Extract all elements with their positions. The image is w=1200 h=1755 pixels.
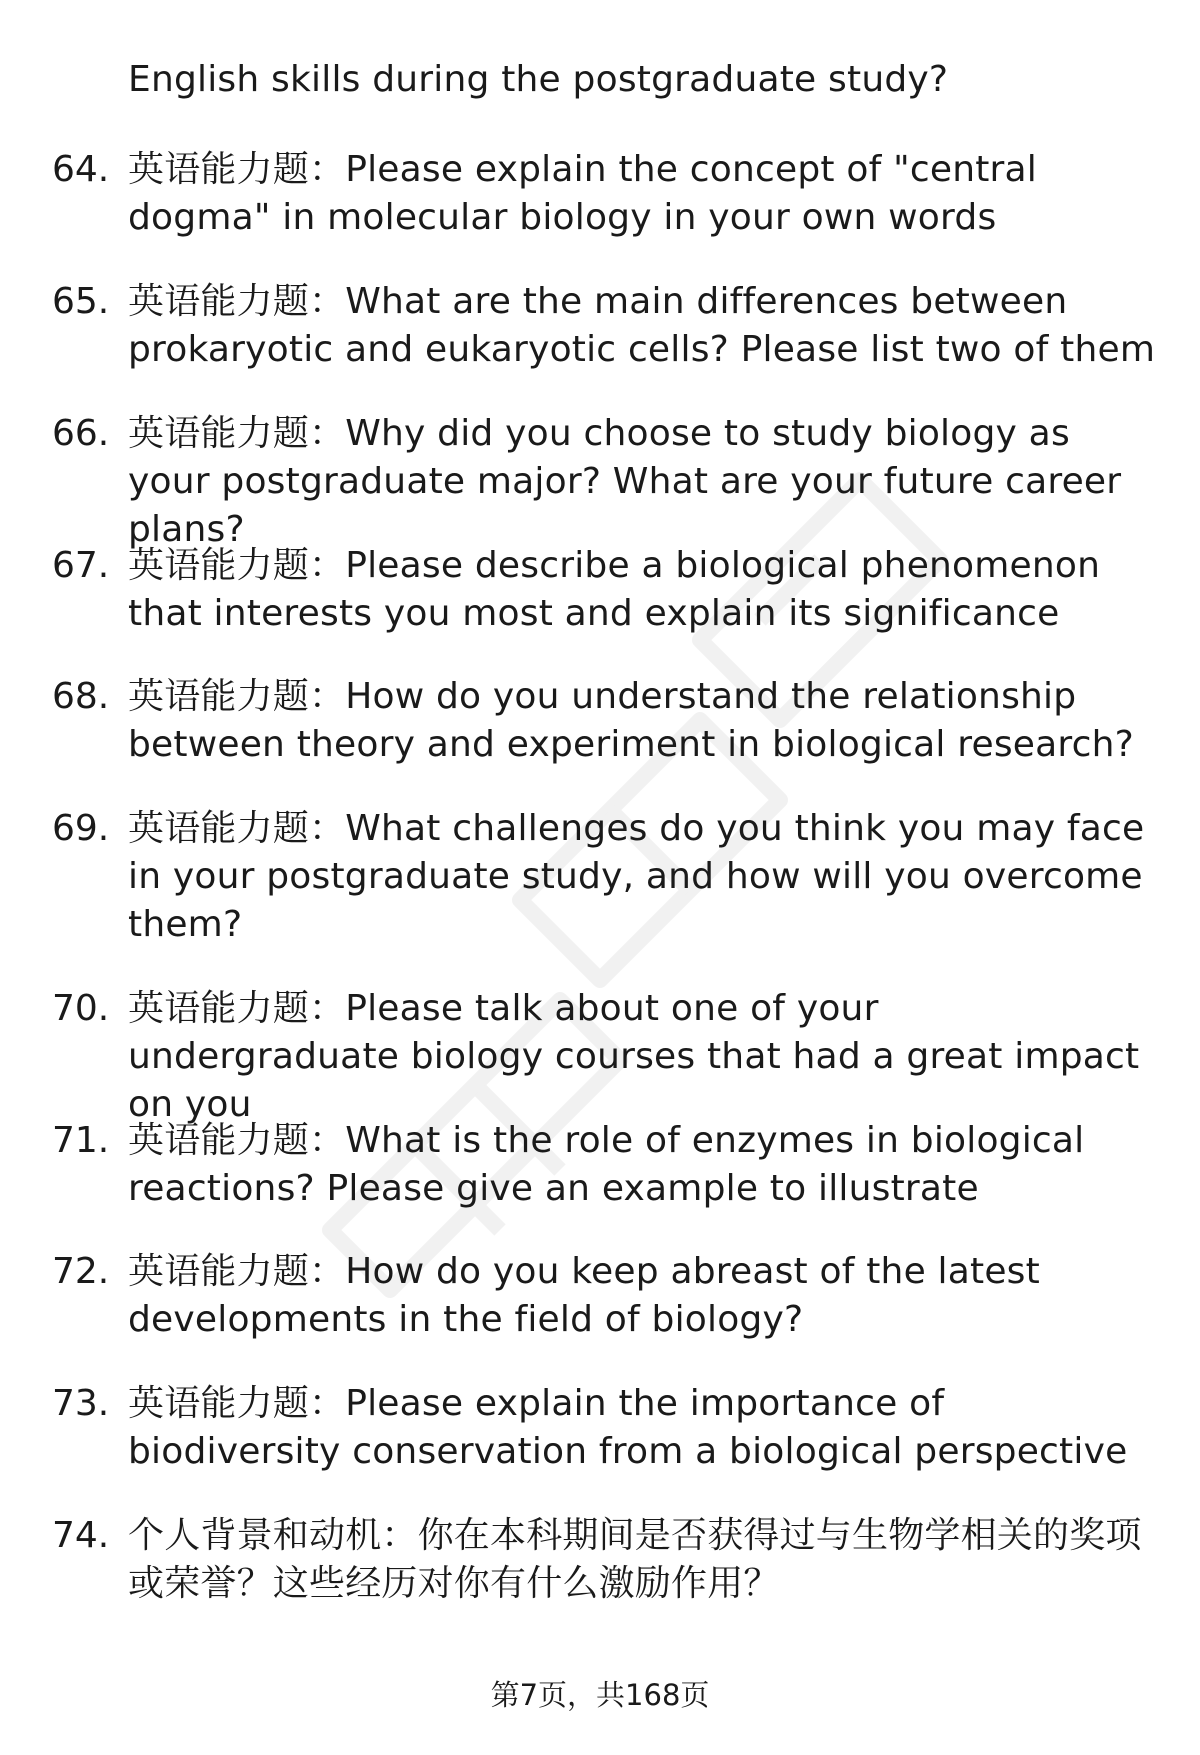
question-text: 英语能力题：How do you keep abreast of the latest developments in the field of biology?: [128, 1251, 1040, 1340]
page-footer: 第7页，共168页: [490, 1678, 710, 1712]
question-text: 英语能力题：What challenges do you think you may face in your postgraduate study, and how will you overcome them?: [128, 808, 1145, 945]
question-number: 70.: [52, 988, 110, 1029]
continuation-text: English skills during the postgraduate study?: [128, 59, 949, 100]
question-number: 67.: [52, 545, 110, 586]
question-number: 71.: [52, 1120, 110, 1161]
question-text: 英语能力题：Please describe a biological phenomenon that interests you most and explain its significance: [128, 545, 1101, 634]
question-text: 英语能力题：Please explain the importance of biodiversity conservation from a biological perspective: [128, 1383, 1128, 1472]
question-text: 个人背景和动机：你在本科期间是否获得过与生物学相关的奖项或荣誉？这些经历对你有什么激励作用？: [128, 1515, 1142, 1604]
question-number: 65.: [52, 281, 110, 322]
question-number: 69.: [52, 808, 110, 849]
question-text: 英语能力题：Why did you choose to study biology as your postgraduate major? What are your future career plans?: [128, 413, 1122, 550]
question-text: 英语能力题：Please explain the concept of "central dogma" in molecular biology in your own words: [128, 149, 1038, 238]
question-number: 74.: [52, 1515, 110, 1556]
question-number: 66.: [52, 413, 110, 454]
question-number: 72.: [52, 1251, 110, 1292]
question-number: 68.: [52, 676, 110, 717]
question-text: 英语能力题：Please talk about one of your undergraduate biology courses that had a great impact on you: [128, 988, 1140, 1125]
question-text: 英语能力题：How do you understand the relationship between theory and experiment in biological research?: [128, 676, 1134, 765]
question-text: 英语能力题：What is the role of enzymes in biological reactions? Please give an example to illustrate: [128, 1120, 1085, 1209]
question-text: 英语能力题：What are the main differences between prokaryotic and eukaryotic cells? Please list two of them: [128, 281, 1156, 370]
question-number: 73.: [52, 1383, 110, 1424]
question-number: 64.: [52, 149, 110, 190]
